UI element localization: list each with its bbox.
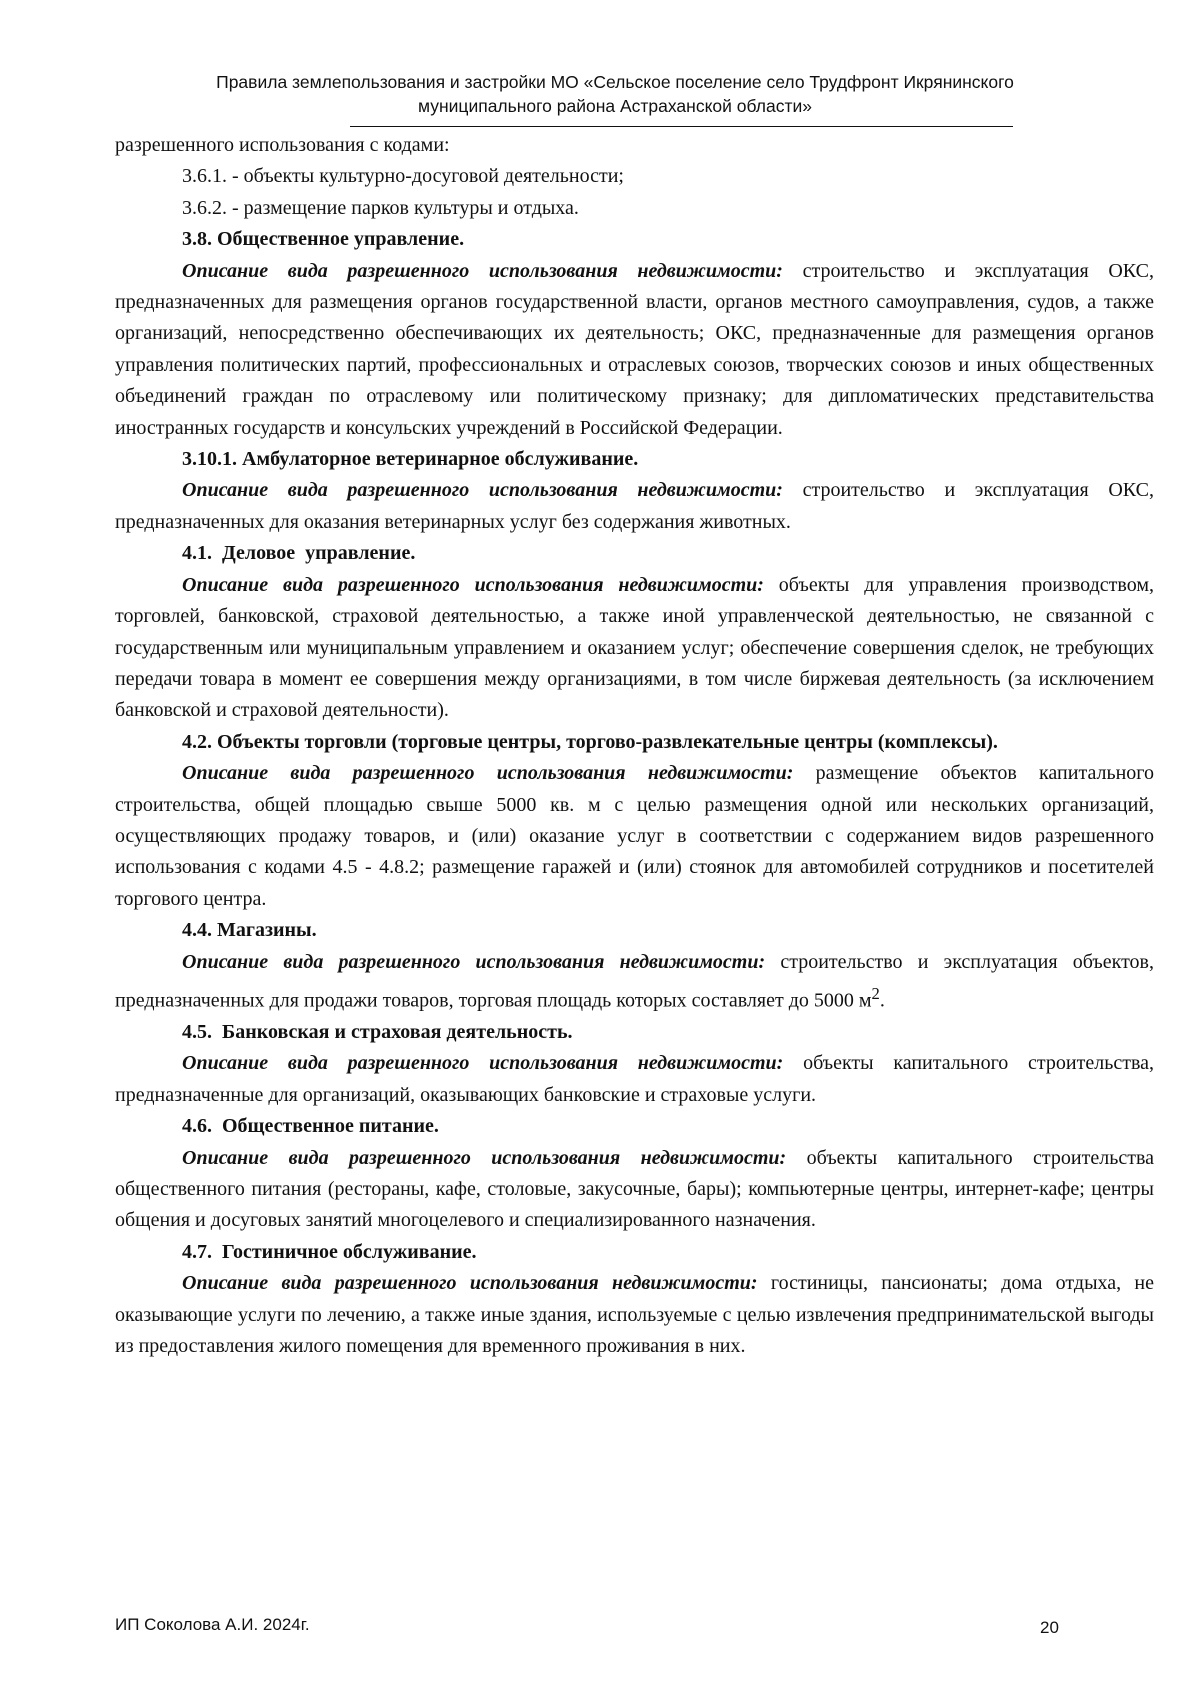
description-text: строительство и эксплуатация ОКС, предназначенных для оказания ветеринарных услуг без содержания животных. bbox=[115, 479, 1154, 533]
description-text: гостиницы, пансионаты; дома отдыха, не оказывающие услуги по лечению, а также иные здания, используемые с целью извлечения предпринимательской выгоды из предоставления жилого помещения для временного проживания в них. bbox=[115, 1272, 1154, 1358]
page-number: 20 bbox=[1040, 1618, 1059, 1637]
superscript-2: 2 bbox=[871, 983, 880, 1003]
description-text: объекты для управления производством, торговлей, банковской, страховой деятельностью, а также иной управленческой деятельностью, не связанной с государственным или муниципальным управлением и оказанием услуг; обеспечение совершения сделок, не требующих передачи товара в момент ее совершения между организациями, в том числе биржевая деятельность (за исключением банковской и страховой деятельности). bbox=[115, 573, 1154, 722]
section-description-4-2 bbox=[115, 758, 1154, 915]
section-heading-4-1: 4.1. Деловое управление. bbox=[182, 542, 416, 565]
description-text: строительство и эксплуатация объектов, предназначенных для продажи товаров, торговая площадь которых составляет до 5000 м bbox=[115, 950, 1154, 1012]
section-description-3-8 bbox=[115, 256, 1154, 444]
section-description-3-10-1 bbox=[115, 475, 1154, 538]
header-line-1: Правила землепользования и застройки МО «Сельское поселение село Трудфронт Икрянинского bbox=[216, 72, 1014, 92]
section-heading-3-10-1: 3.10.1. Амбулаторное ветеринарное обслуживание. bbox=[182, 448, 639, 471]
header-rule bbox=[350, 126, 1013, 127]
description-text: размещение объектов капитального строительства, общей площадью свыше 5000 кв. м с целью размещения одной или нескольких организаций, осуществляющих продажу товаров, и (или) оказание услуг в соответствии с содержанием видов разрешенного использования с кодами 4.5 - 4.8.2; размещение гаражей и (или) стоянок для автомобилей сотрудников и посетителей торгового центра. bbox=[115, 762, 1155, 910]
intro-text: разрешенного использования с кодами: bbox=[115, 134, 450, 156]
header-line-2: муниципального района Астраханской области» bbox=[418, 96, 812, 116]
footer-author: ИП Соколова А.И. 2024г. bbox=[115, 1615, 310, 1634]
description-end: . bbox=[879, 989, 885, 1012]
description-lead: Описание вида разрешенного использования недвижимости: bbox=[182, 950, 766, 973]
description-lead: Описание вида разрешенного использования недвижимости: bbox=[182, 573, 764, 596]
description-lead: Описание вида разрешенного использования недвижимости: bbox=[182, 762, 794, 785]
list-item: 3.6.2. - размещение парков культуры и отдыха. bbox=[182, 196, 579, 219]
description-text: объекты капитального строительства, предназначенные для организаций, оказывающих банковские и страховые услуги. bbox=[115, 1052, 1154, 1106]
description-lead: Описание вида разрешенного использования недвижимости: bbox=[182, 479, 783, 502]
section-heading-3-8: 3.8. Общественное управление. bbox=[182, 228, 465, 251]
section-heading-4-5: 4.5. Банковская и страховая деятельность. bbox=[182, 1021, 573, 1044]
section-description-4-5 bbox=[115, 1048, 1154, 1111]
description-lead: Описание вида разрешенного использования недвижимости: bbox=[182, 259, 783, 282]
section-heading-4-4: 4.4. Магазины. bbox=[182, 919, 317, 942]
section-heading-4-7: 4.7. Гостиничное обслуживание. bbox=[182, 1240, 477, 1263]
description-text: объекты капитального строительства общественного питания (рестораны, кафе, столовые, закусочные, бары); компьютерные центры, интернет-кафе; центры общения и досуговых занятий многоцелевого и специализированного назначения. bbox=[115, 1146, 1154, 1232]
description-text: строительство и эксплуатация ОКС, предназначенных для размещения органов государственной власти, органов местного самоуправления, судов, а также организаций, непосредственно обеспечивающих их деятельность; ОКС, предназначенные для размещения органов управления политических партий, профессиональных и отраслевых союзов, творческих союзов и иных общественных объединений граждан по отраслевому или политическому признаку; для дипломатических представительства иностранных государств и консульских учреждений в Российской Федерации. bbox=[115, 259, 1154, 439]
section-heading-4-6: 4.6. Общественное питание. bbox=[182, 1115, 439, 1138]
document-body bbox=[115, 130, 1154, 1363]
section-description-4-6 bbox=[115, 1143, 1154, 1237]
description-lead: Описание вида разрешенного использования недвижимости: bbox=[182, 1052, 784, 1075]
description-lead: Описание вида разрешенного использования недвижимости: bbox=[182, 1272, 758, 1295]
page-header bbox=[175, 70, 1055, 118]
section-description-4-7 bbox=[115, 1268, 1154, 1362]
section-description-4-1 bbox=[115, 570, 1154, 727]
list-item: 3.6.1. - объекты культурно-досуговой деятельности; bbox=[182, 165, 624, 188]
description-lead: Описание вида разрешенного использования недвижимости: bbox=[182, 1146, 787, 1169]
section-heading-4-2: 4.2. Объекты торговли (торговые центры, торгово-развлекательные центры (комплексы). bbox=[182, 730, 998, 753]
section-description-4-4 bbox=[115, 947, 1154, 1017]
